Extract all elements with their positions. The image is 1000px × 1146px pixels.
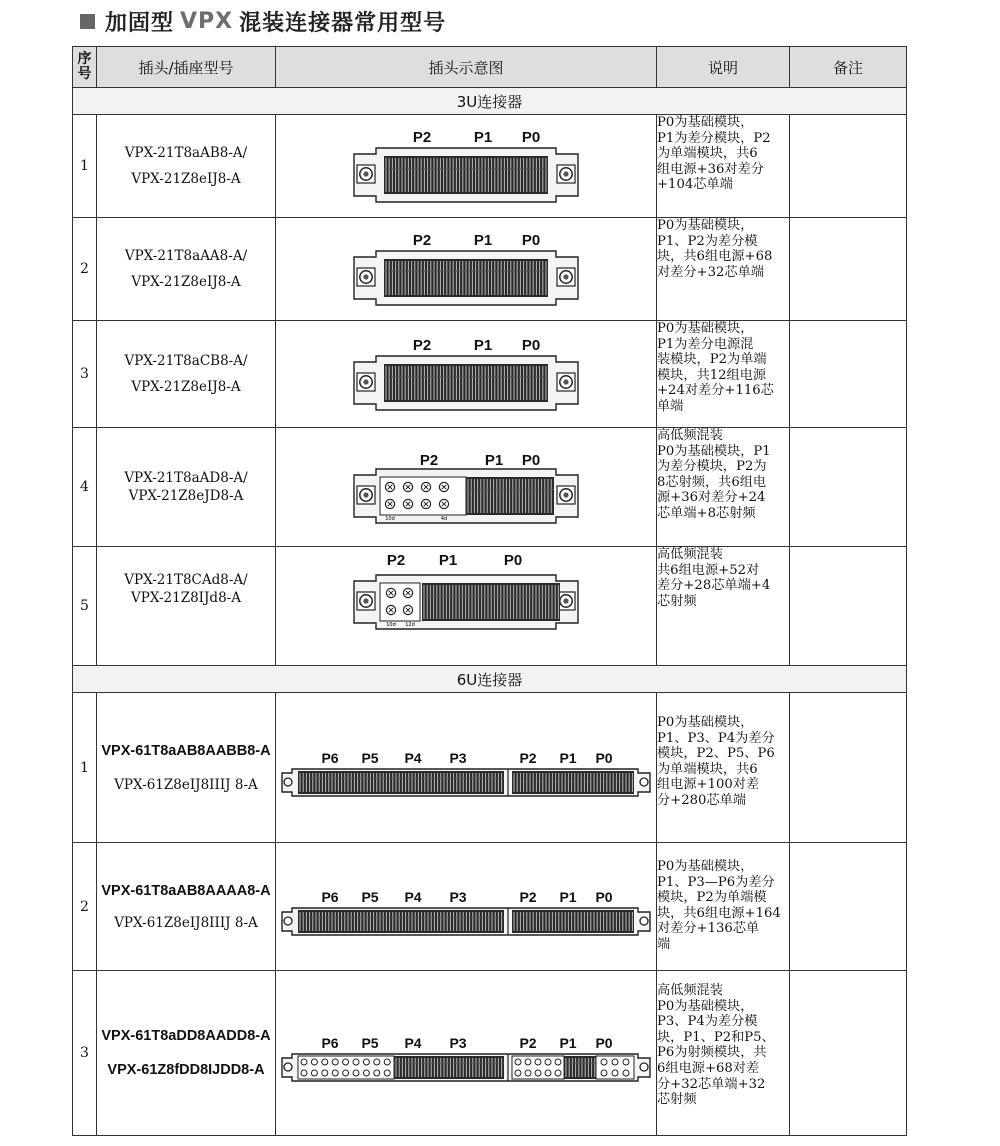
- module-label: P4: [404, 1035, 422, 1051]
- figure-cell: [276, 218, 657, 321]
- note-cell: [790, 843, 907, 971]
- module-label: P1: [559, 749, 577, 766]
- row-number: 3: [73, 321, 97, 428]
- module-label: P5: [361, 1035, 379, 1051]
- figure-cell: [276, 547, 657, 666]
- rf-contact-icon: [384, 1059, 390, 1065]
- module-label: P2: [519, 1035, 537, 1051]
- header-no: 序号: [73, 47, 97, 88]
- socket-model: VPX-61Z8fDD8IJDD8-A: [107, 1062, 265, 1078]
- rf-label: 4d: [440, 516, 448, 522]
- description: 高低频混装 P0为基础模块， P3、P4为差分模 块，P1、P2和P5、 P6为射频模块，共 6组电源+68对差 分+32芯单端+32 芯射频: [657, 971, 790, 1136]
- figure-cell: [276, 971, 657, 1136]
- rf-contact-icon: [363, 1059, 369, 1065]
- connector-3u-rf-diagram: [346, 553, 586, 633]
- rf-contact-icon: [332, 1059, 338, 1065]
- plug-model: VPX-21T8aAB8-A/: [124, 145, 248, 161]
- model-cell: [97, 843, 276, 971]
- rf-contact-icon: [525, 1070, 531, 1076]
- rf-contact-icon: [322, 1059, 328, 1065]
- note-cell: [790, 547, 907, 666]
- pin-field: [394, 1056, 504, 1079]
- description: 高低频混装 P0为基础模块，P1 为差分模块，P2为 8芯射频，共6组电 源+36对差分+24 芯单端+8芯射频: [657, 428, 790, 547]
- table-row: [73, 321, 907, 428]
- module-label: P0: [595, 888, 613, 905]
- mount-hole-icon: [640, 778, 648, 786]
- figure-cell: [276, 428, 657, 547]
- rf-contact-icon: [555, 1059, 561, 1065]
- module-label: P1: [473, 129, 493, 146]
- connector-3u-diagram: [346, 334, 586, 414]
- rf-label: 10d: [385, 516, 395, 522]
- connector-3u-diagram: [346, 229, 586, 309]
- rf-contact-icon: [623, 1070, 629, 1076]
- module-label: P3: [449, 888, 467, 905]
- table-row: [73, 843, 907, 971]
- note-cell: [790, 971, 907, 1136]
- module-label: P2: [519, 749, 537, 766]
- header-figure: 插头示意图: [276, 47, 657, 88]
- row-number: 5: [73, 547, 97, 666]
- mount-hole-icon: [640, 917, 648, 925]
- rf-contact-icon: [612, 1070, 618, 1076]
- module-label: P0: [521, 129, 541, 146]
- title-part-2: 混装连接器常用型号: [239, 10, 447, 36]
- model-cell: [97, 321, 276, 428]
- figure-cell: [276, 843, 657, 971]
- module-label: P3: [449, 749, 467, 766]
- module-label: P4: [404, 749, 422, 766]
- rf-contact-icon: [311, 1070, 317, 1076]
- module-label: P2: [386, 553, 406, 569]
- description: 高低频混装 共6组电源+52对 差分+28芯单端+4 芯射频: [657, 547, 790, 666]
- row-number: 3: [73, 971, 97, 1136]
- socket-model: VPX-21Z8eIJ8-A: [131, 171, 241, 187]
- rf-contact-icon: [545, 1070, 551, 1076]
- module-label: P1: [473, 337, 493, 354]
- description: P0为基础模块， P1为差分电源混 装模块，P2为单端 模块，共12组电源 +24对差分+116芯 单端: [657, 321, 790, 428]
- mount-hole-icon: [640, 1063, 648, 1071]
- header-model: 插头/插座型号: [97, 47, 276, 88]
- title-part-1: 加固型: [105, 10, 175, 36]
- rf-label: 10d: [386, 622, 396, 628]
- plug-model: VPX-21T8aAD8-A/: [124, 470, 248, 486]
- table-row: [73, 547, 907, 666]
- rf-module: [380, 583, 420, 621]
- rf-contact-icon: [601, 1059, 607, 1065]
- rf-contact-icon: [515, 1070, 521, 1076]
- socket-model: VPX-21Z8eJD8-A: [128, 488, 244, 504]
- header-note: 备注: [790, 47, 907, 88]
- model-cell: [97, 547, 276, 666]
- socket-model: VPX-21Z8eIJ8-A: [131, 274, 241, 290]
- description: P0为基础模块， P1、P3、P4为差分 模块，P2、P5、P6 为单端模块，共6 组电源+100对差 分+280芯单端: [657, 693, 790, 843]
- title-part-vpx: VPX: [180, 8, 234, 34]
- plug-model: VPX-61T8aDD8AADD8-A: [101, 1028, 271, 1044]
- socket-model: VPX-61Z8eIJ8IIIJ 8-A: [114, 914, 258, 931]
- module-label: P0: [521, 337, 541, 354]
- module-label: P5: [361, 749, 379, 766]
- module-label: P6: [321, 1035, 339, 1051]
- rf-contact-icon: [623, 1059, 629, 1065]
- model-cell: [97, 428, 276, 547]
- section-row-3u: 3U连接器: [73, 88, 907, 115]
- connector-6u-rf-diagram: [278, 1021, 654, 1085]
- module-label: P3: [449, 1035, 467, 1051]
- header-desc: 说明: [657, 47, 790, 88]
- connector-6u-diagram: [278, 736, 654, 800]
- connector-3u-rf-diagram: [346, 447, 586, 527]
- plug-model: VPX-21T8CAd8-A/: [124, 572, 248, 588]
- note-cell: [790, 693, 907, 843]
- module-label: P2: [519, 888, 537, 905]
- table-row: [73, 428, 907, 547]
- module-label: P1: [484, 452, 504, 469]
- module-label: P6: [321, 749, 339, 766]
- rf-contact-icon: [535, 1059, 541, 1065]
- rf-contact-icon: [301, 1070, 307, 1076]
- rf-contact-icon: [535, 1070, 541, 1076]
- mount-hole-icon: [284, 778, 292, 786]
- figure-cell: [276, 321, 657, 428]
- note-cell: [790, 218, 907, 321]
- model-cell: [97, 971, 276, 1136]
- module-label: P1: [438, 553, 458, 569]
- rf-contact-icon: [353, 1059, 359, 1065]
- mount-hole-icon: [284, 1063, 292, 1071]
- description: P0为基础模块， P1、P3—P6为差分 模块，P2为单端模 块，共6组电源+164 对差分+136芯单 端: [657, 843, 790, 971]
- module-label: P1: [559, 1035, 577, 1051]
- rf-contact-icon: [374, 1059, 380, 1065]
- connector-6u-diagram: [278, 875, 654, 939]
- plug-model: VPX-61T8aAB8AAAA8-A: [101, 882, 271, 899]
- rf-contact-icon: [353, 1070, 359, 1076]
- mount-hole-icon: [284, 917, 292, 925]
- row-number: 2: [73, 218, 97, 321]
- rf-contact-icon: [612, 1059, 618, 1065]
- plug-model: VPX-61T8aAB8AABB8-A: [101, 742, 271, 759]
- module-label: P0: [521, 452, 541, 469]
- model-cell: [97, 693, 276, 843]
- table-row: [73, 971, 907, 1136]
- module-label: P1: [559, 888, 577, 905]
- rf-contact-icon: [322, 1070, 328, 1076]
- module-label: P2: [412, 337, 432, 354]
- module-label: P0: [503, 553, 523, 569]
- rf-contact-icon: [374, 1070, 380, 1076]
- figure-cell: [276, 693, 657, 843]
- note-cell: [790, 115, 907, 218]
- section-row-6u: 6U连接器: [73, 666, 907, 693]
- connector-table: [72, 46, 907, 1136]
- rf-contact-icon: [555, 1070, 561, 1076]
- rf-contact-icon: [515, 1059, 521, 1065]
- row-number: 1: [73, 693, 97, 843]
- table-row: [73, 218, 907, 321]
- model-cell: [97, 218, 276, 321]
- module-label: P6: [321, 888, 339, 905]
- rf-contact-icon: [384, 1070, 390, 1076]
- socket-model: VPX-21Z8IJd8-A: [131, 590, 241, 606]
- module-label: P2: [412, 232, 432, 249]
- module-label: P1: [473, 232, 493, 249]
- socket-model: VPX-21Z8eIJ8-A: [131, 379, 241, 395]
- row-number: 1: [73, 115, 97, 218]
- rf-contact-icon: [601, 1070, 607, 1076]
- module-label: P0: [595, 749, 613, 766]
- module-label: P4: [404, 888, 422, 905]
- module-label: P2: [412, 129, 432, 146]
- rf-contact-icon: [343, 1070, 349, 1076]
- note-cell: [790, 428, 907, 547]
- module-label: P0: [595, 1035, 613, 1051]
- square-bullet-icon: [80, 14, 95, 29]
- table-row: [73, 115, 907, 218]
- connector-3u-diagram: [346, 126, 586, 206]
- rf-contact-icon: [343, 1059, 349, 1065]
- page-title: [80, 4, 446, 38]
- rf-contact-icon: [311, 1059, 317, 1065]
- socket-model: VPX-61Z8eIJ8IIIJ 8-A: [114, 776, 258, 793]
- rf-contact-icon: [332, 1070, 338, 1076]
- module-label: P2: [419, 452, 439, 469]
- note-cell: [790, 321, 907, 428]
- module-label: P0: [521, 232, 541, 249]
- rf-label: 12d: [405, 622, 415, 628]
- row-number: 2: [73, 843, 97, 971]
- plug-model: VPX-21T8aAA8-A/: [124, 248, 248, 264]
- plug-model: VPX-21T8aCB8-A/: [124, 353, 248, 369]
- rf-contact-icon: [301, 1059, 307, 1065]
- description: P0为基础模块， P1、P2为差分模 块，共6组电源+68 对差分+32芯单端: [657, 218, 790, 321]
- description: P0为基础模块， P1为差分模块，P2 为单端模块，共6 组电源+36对差分 +104芯单端: [657, 115, 790, 218]
- model-cell: [97, 115, 276, 218]
- row-number: 4: [73, 428, 97, 547]
- table-row: [73, 693, 907, 843]
- figure-cell: [276, 115, 657, 218]
- module-label: P5: [361, 888, 379, 905]
- rf-contact-icon: [363, 1070, 369, 1076]
- rf-contact-icon: [545, 1059, 551, 1065]
- rf-contact-icon: [525, 1059, 531, 1065]
- table-header-row: [73, 47, 907, 88]
